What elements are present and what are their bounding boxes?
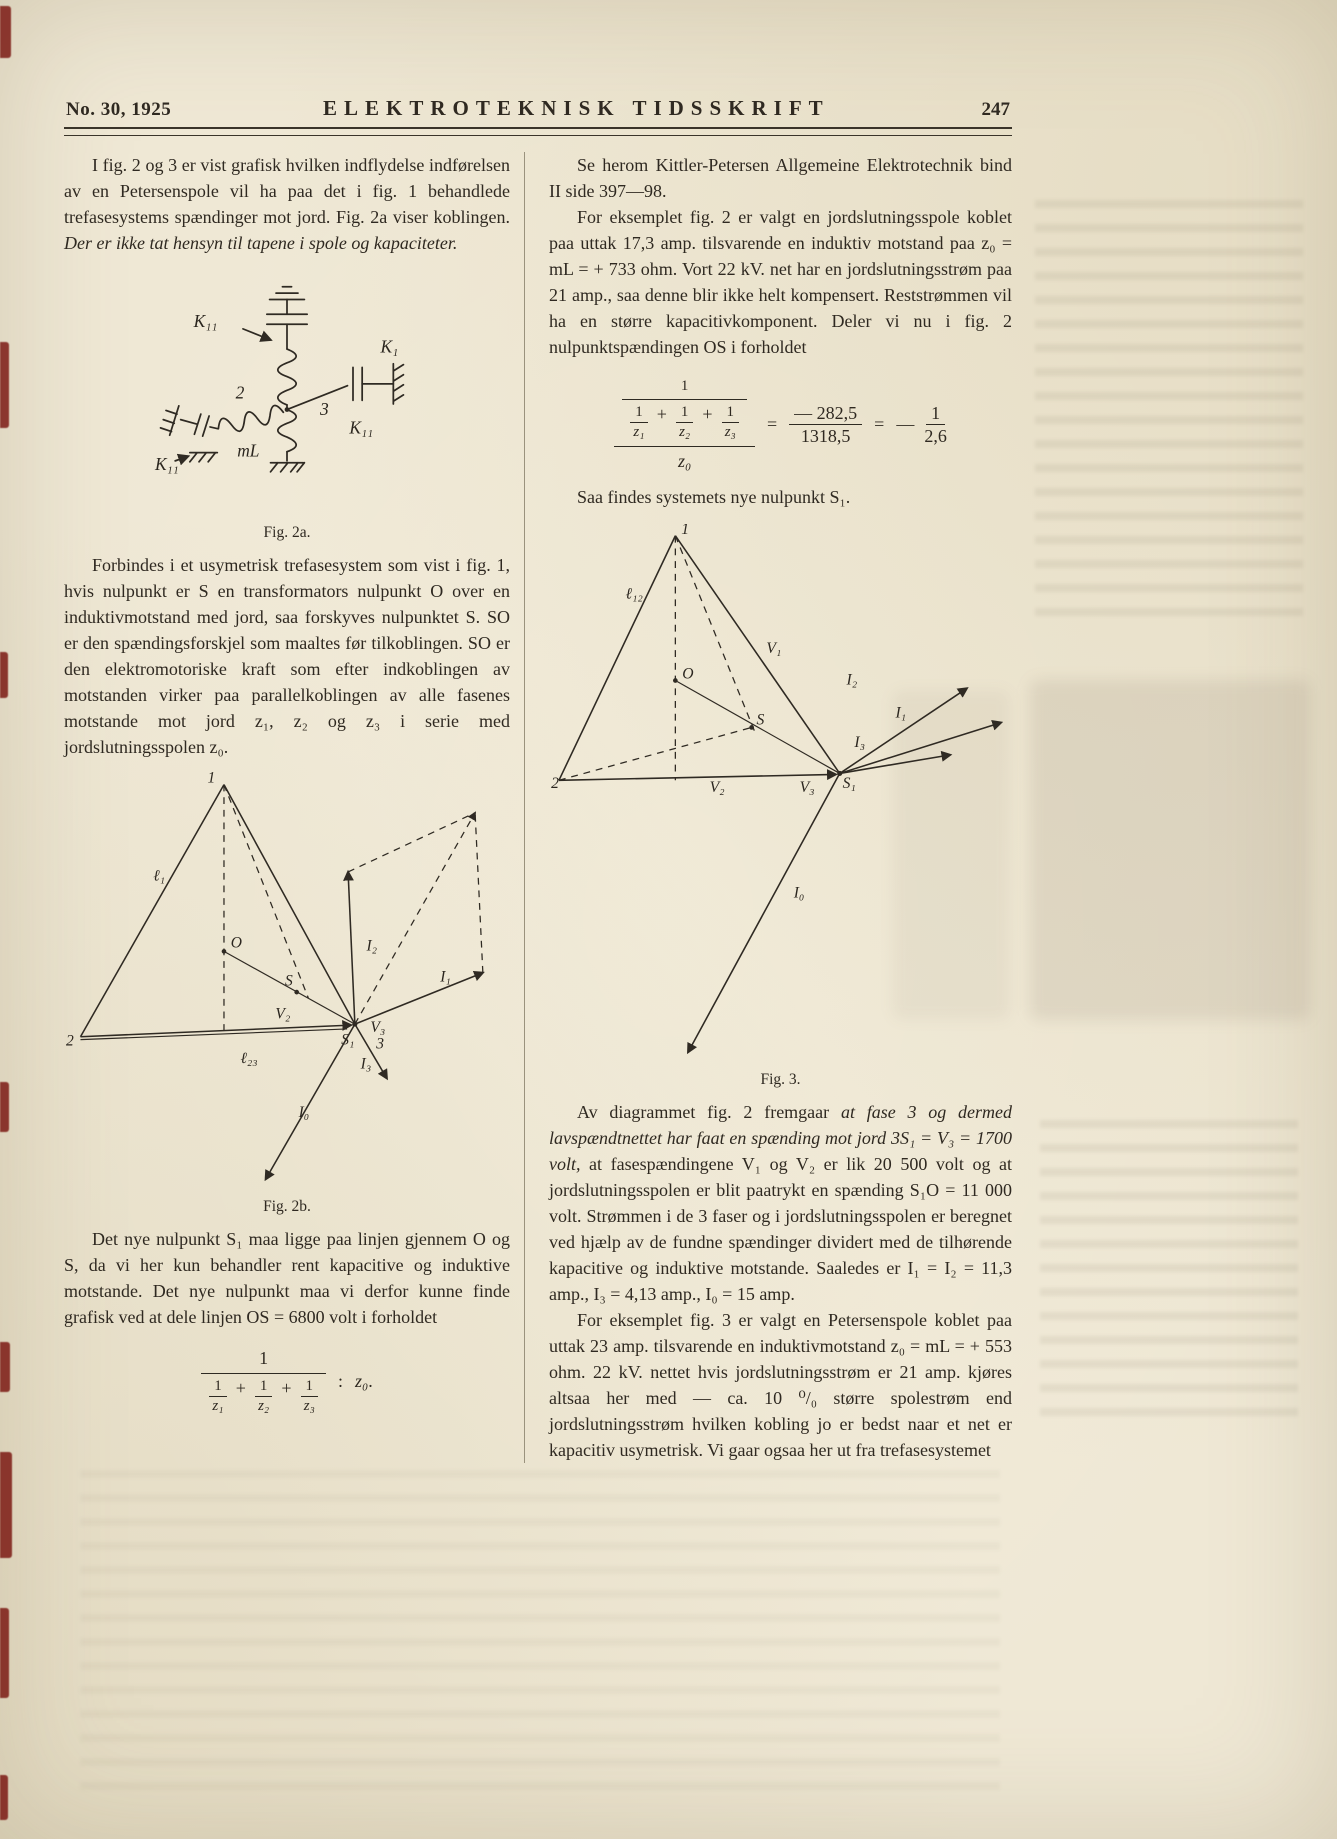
formula-token: + xyxy=(281,1378,292,1398)
showthrough-ghost xyxy=(1035,200,1303,620)
formula-token: 1 xyxy=(630,404,648,423)
paragraph: Det nye nulpunkt S₁ maa ligge paa linjen gjennem O og S, da vi her kun behandler rent kapacitive og induktive motstande. Det nye nulpunkt maa vi derfor kunne finde grafisk ved at dele linjen OS = 6800 volt i forholdet xyxy=(64,1229,510,1327)
label-l23: ℓ₂₃ xyxy=(240,1049,258,1067)
binding-mark xyxy=(0,1082,9,1132)
label-i1: I₁ xyxy=(894,704,906,722)
ground-symbol xyxy=(393,364,403,404)
figure-2b-vector-diagram xyxy=(64,772,510,1216)
paragraph-text-italic: at fase 3 og dermed lavspændtnettet har faat en spænding mot jord 3S₁ = V₃ = 1700 volt, xyxy=(549,1101,1012,1174)
figure-2a-circuit-diagram xyxy=(122,272,452,542)
paragraph-text: at fasespændingene V₁ og V₂ er lik 20 500 volt og at jordslutningsspolen er blit paatrykt en spænding S₁O = 11 000 volt. Strømmen i de 3 faser og i jordslutningsspolen er beregnet ved hjælp av de fundne spændinger dividert med de tilhørende kapacitive og induktive motstande. Saaledes er I₁ = I₂ = 11,3 amp., I₃ = 4,13 amp., I₀ = 15 amp. xyxy=(549,1153,1012,1304)
label-phase-2: 2 xyxy=(65,1032,74,1050)
binding-mark xyxy=(0,6,11,58)
showthrough-ghost xyxy=(80,1470,1000,1800)
paragraph: Se herom Kittler-Petersen Allgemeine Elektrotechnik bind II side 397—98. xyxy=(549,155,1012,201)
label-o-point: O xyxy=(681,665,694,683)
page-number: 247 xyxy=(981,99,1010,120)
formula-token: z₃ xyxy=(724,424,736,441)
label-phase-1: 1 xyxy=(207,772,216,787)
label-v1: V₁ xyxy=(765,639,781,657)
masthead-rule xyxy=(64,127,1012,136)
label-s-point: S xyxy=(756,711,764,729)
label-phase-2: 2 xyxy=(235,382,245,403)
label-s1-point: S₁ xyxy=(842,774,856,792)
showthrough-ghost xyxy=(1040,1120,1298,1420)
label-phase-3: 3 xyxy=(320,399,329,420)
ground-symbol xyxy=(270,287,305,300)
binding-mark xyxy=(0,1608,9,1698)
label-v3: V₃ xyxy=(799,778,815,796)
capacitor-symbol xyxy=(194,414,209,436)
circuit-sketch xyxy=(122,272,452,515)
formula-voltage-ratio xyxy=(549,378,1012,472)
formula-division-ratio xyxy=(64,1348,510,1416)
label-i0: I₀ xyxy=(298,1104,310,1122)
label-i1: I₁ xyxy=(440,968,451,986)
ground-symbol xyxy=(271,463,305,472)
label-phase-3: 3 xyxy=(376,1035,384,1053)
formula-token: = xyxy=(874,414,885,435)
label-v2: V₂ xyxy=(709,778,725,796)
figure-3-vector-diagram xyxy=(549,524,1012,1089)
label-l12: ℓ₁₂ xyxy=(624,584,643,602)
paragraph xyxy=(64,152,510,256)
formula-token: z₂ xyxy=(679,424,691,441)
capacitor-symbol xyxy=(353,367,362,400)
right-column xyxy=(525,152,1012,1463)
formula-token: + xyxy=(235,1378,246,1398)
journal-title: ELEKTROTEKNISK TIDSSKRIFT xyxy=(323,96,830,120)
label-o-point: O xyxy=(230,934,242,952)
label-phase-2: 2 xyxy=(550,774,559,792)
paragraph-text: I fig. 2 og 3 er vist grafisk hvilken indflydelse indførelsen av en Petersenspole vil ha paa det i fig. 1 behandlede trefasesystems spændinger mot jord. Fig. 2a viser koblingen. xyxy=(64,155,510,227)
figure-3-caption: Fig. 3. xyxy=(760,1070,801,1088)
binding-mark xyxy=(0,652,8,698)
binding-mark xyxy=(0,1342,10,1392)
label-k11-bottom: K₁₁ xyxy=(155,454,179,475)
label-i3: I₃ xyxy=(360,1055,372,1073)
paragraph: For eksemplet fig. 2 er valgt en jordslutningsspole koblet paa uttak 17,3 amp. tilsvarende en induktiv motstand paa z₀ = mL = + 733 ohm. Vort 22 kV. net har en jordslutningsstrøm paa 21 amp., saa denne blir ikke helt kompensert. Reststrømmen vil ha en større kapacitivkomponent. Deler vi nu i fig. 2 nulpunktspændingen OS i forholdet xyxy=(549,207,1012,357)
label-ml-coil: mL xyxy=(237,440,260,461)
formula-token: + xyxy=(702,404,713,424)
label-i2: I₂ xyxy=(366,937,378,955)
formula-token: = xyxy=(767,414,778,435)
left-column xyxy=(64,152,524,1463)
label-k11-right: K₁₁ xyxy=(349,417,374,438)
label-s-point: S xyxy=(285,972,293,990)
label-s1-point: S₁ xyxy=(341,1031,355,1049)
paragraph-text: Av diagrammet fig. 2 fremgaar xyxy=(577,1101,841,1122)
label-l1: ℓ₁ xyxy=(153,867,166,885)
formula-token: 1 xyxy=(680,378,689,394)
label-k1-right: K₁ xyxy=(380,336,399,357)
formula-token: — 282,5 xyxy=(789,403,862,426)
two-column-body xyxy=(64,152,1012,1463)
paragraph: Forbindes i et usymetrisk trefasesystem som vist i fig. 1, hvis nulpunkt er S en transformators nulpunkt O over en induktivmotstand med jord, saa forskyves nulpunktet S. SO er den spændingsforskjel som maaltes før tilkoblingen. SO er den elektromotoriske kraft som efter indkoblingen av motstanden virker paa parallelkoblingen av alle fasenes motstande mot jord z₁, z₂ og z₃ i serie med jordslutningsspolen z₀. xyxy=(64,555,510,757)
formula-token: : xyxy=(338,1371,344,1392)
label-k11-top: K₁₁ xyxy=(193,311,218,332)
coil-symbol xyxy=(278,349,296,405)
binding-mark xyxy=(0,1775,8,1820)
label-i0: I₀ xyxy=(793,884,804,902)
formula-token: 1318,5 xyxy=(800,426,851,447)
ground-symbol xyxy=(190,453,218,462)
paragraph xyxy=(549,1099,1012,1307)
formula-token: z₂ xyxy=(258,1398,270,1415)
formula-token: — xyxy=(896,414,915,435)
formula-token: z₁ xyxy=(633,424,645,441)
formula-token: 1 xyxy=(676,404,694,423)
formula-token: z₃ xyxy=(303,1398,315,1415)
capacitor-symbol xyxy=(267,314,307,324)
formula-token: 1 xyxy=(209,1378,227,1397)
paragraph: For eksemplet fig. 3 er valgt en Petersenspole koblet paa uttak 23 amp. tilsvarende en induktivmotstand z₀ = mL = + 553 ohm. 22 kV. nettet hvis jordslutningsstrøm er 21 amp. kjøres altsaa her med — ca. 10 ⁰/₀ større spolestrøm end jordslutningsstrøm hvilken kobling jo er bedst naar et net er kapacitiv usymetrisk. Vi gaar ogsaa her ut fra trefasesystemet xyxy=(549,1309,1012,1460)
label-v3: V₃ xyxy=(370,1018,386,1036)
formula-token: z₀ xyxy=(355,1371,369,1392)
label-v2: V₂ xyxy=(275,1005,291,1023)
formula-token: 1 xyxy=(926,403,945,426)
formula-token: z₁ xyxy=(212,1398,224,1415)
formula-token: 2,6 xyxy=(924,426,947,447)
label-phase-1: 1 xyxy=(680,523,689,538)
masthead xyxy=(64,96,1012,127)
binding-mark xyxy=(0,342,9,428)
label-i3: I₃ xyxy=(853,733,865,751)
formula-token: . xyxy=(368,1371,373,1392)
binding-mark xyxy=(0,1452,12,1558)
figure-2b-caption: Fig. 2b. xyxy=(263,1198,311,1215)
formula-token: + xyxy=(656,404,667,424)
issue-number: No. 30, 1925 xyxy=(66,99,172,120)
paragraph: Saa findes systemets nye nulpunkt S₁. xyxy=(577,486,851,507)
figure-2a-caption: Fig. 2a. xyxy=(263,524,311,541)
paragraph-text-italic: Der er ikke tat hensyn til tapene i spole og kapaciteter. xyxy=(64,233,458,253)
ground-symbol xyxy=(161,406,179,435)
vector-diagram xyxy=(64,772,510,1189)
coil-symbol xyxy=(278,410,296,452)
showthrough-ghost xyxy=(1030,680,1310,1020)
formula-token: 1 xyxy=(255,1378,273,1397)
label-i2: I₂ xyxy=(846,670,857,688)
formula-token: 1 xyxy=(301,1378,319,1397)
coil-symbol xyxy=(216,404,285,436)
formula-token: z₀ xyxy=(677,450,692,471)
formula-token: 1 xyxy=(722,404,740,423)
formula-token: 1 xyxy=(259,1348,269,1368)
vector-diagram xyxy=(551,524,1011,1062)
